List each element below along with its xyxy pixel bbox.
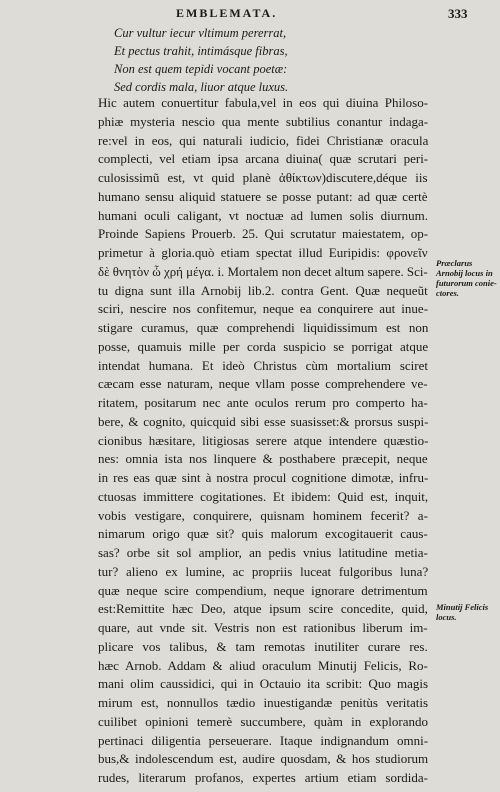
- page-header: [0, 6, 500, 22]
- body-line: rudes, literarum profanos, expertes artium etiam sordida-: [98, 770, 429, 785]
- body-line: tur? alieno ex lumine, ac propriis luceat fulgoribus luna?: [98, 563, 429, 579]
- body-line: primetur à gloria.quò etiam spectat illud Euripidis: φρονεῖν: [98, 245, 428, 260]
- body-line: hæc Arnob. Addam & aliud oraculum Minutij Felicis, Ro-: [98, 657, 428, 673]
- body-line: in res eas quæ sint à nostra procul cognitione dimotæ, infru-: [98, 470, 429, 485]
- body-line: δὲ θνητὸν ὦ χρή μέγα. i. Mortalem non decet altum sapere. Sci-: [98, 263, 428, 279]
- body-line: phiæ mysteria nescio qua mente subtilius conantur indaga-: [98, 113, 429, 129]
- body-text: [98, 94, 428, 788]
- body-line: nes: omnia ista nos linquere & posthabere præcepit, neque: [98, 451, 428, 467]
- verse-line: Et pectus trahit, intimásque fibras,: [114, 44, 288, 58]
- body-line: complecti, vel etiam ipsa arcana diuina( quæ scrutari peri-: [98, 151, 429, 167]
- body-line: mani olim caussidici, qui in Octauio ita scribit: Quo magis: [98, 676, 429, 692]
- body-line: cionibus hæsitare, litigiosas serere atque intendere quæstio-: [98, 432, 429, 448]
- body-line: cæcam esse naturam, neque vllam posse comprehendere ve-: [98, 376, 428, 392]
- body-line: bus,& indolescendum est, audire quosdam, & hos studiorum: [98, 751, 429, 767]
- margin-note-arnobius: Præclarus Arnobij locus in futurorum conie-ctores.: [436, 258, 497, 298]
- running-head: EMBLEMATA.: [176, 6, 278, 20]
- page-number: 333: [448, 6, 468, 21]
- body-line: stigare curamus, quæ comprehendi liquidissimum est non: [98, 320, 429, 335]
- body-line: sas? orbe sit sol amplior, an pedis vnius latitudine metia-: [98, 545, 428, 560]
- body-line: nimarum origo quæ sit? quis malorum excogitauerit caus-: [98, 526, 428, 542]
- margin-note-minucius: Minutij Felicis locus.: [436, 602, 489, 622]
- body-line: culosissimũ est, vt quid planè ἀθίκτων)discutere,déque iis: [98, 170, 428, 185]
- body-line: quæ neque scire compendium, neque ignorare detrimentum: [98, 582, 428, 598]
- verse-line: Non est quem tepidi vocant poetæ:: [114, 62, 288, 76]
- body-line: humani oculi caligant, vt noctuæ ad lumen solis diurnum.: [98, 207, 428, 223]
- body-line: vobis vestigare, conquirere, quisnam hominem fecerit? a-: [98, 507, 428, 523]
- verse-line: Sed cordis mala, liuor atque luxus.: [114, 80, 289, 94]
- body-line: plicare vos talibus, & tam remotas inutiliter curare res.: [98, 638, 428, 654]
- body-line: ctuosas immittere cogitationes. Et ibidem: Quid est, inquit,: [98, 488, 429, 504]
- body-line: cuilibet opinioni temerè succumbere, quàm in explorando: [98, 713, 428, 729]
- body-line: ritatem, positarum nec ante oculos rerum pro comperto ha-: [98, 395, 428, 410]
- body-line: pertinaci diligentia perseuerare. Itaque indignandum omni-: [98, 732, 429, 748]
- body-line: bere, & cognito, quicquid sibi esse suasisset:& prorsus suspi-: [98, 413, 429, 429]
- body-line: tu digna sunt illa Arnobij lib.2. contra Gent. Quæ nequeũt: [98, 282, 428, 298]
- body-line: posse, quamuis mille per corda suspicio se porrigat atque: [98, 338, 429, 354]
- body-line: humano sensu aliquid statuere se posse putant: ad quæ certè: [98, 188, 428, 204]
- body-line: re:vel in eos, qui naturali iudicio, fidei Christianæ oracula: [98, 132, 429, 148]
- body-line: sciri, nescire nos confitemur, neque ea conquirere aut inue-: [98, 301, 429, 317]
- body-line: Hic autem conuertitur fabula,vel in eos qui diuina Philoso-: [98, 95, 429, 110]
- verse-line: Cur vultur iecur vltimum pererrat,: [114, 26, 287, 40]
- body-line: quare, aut vnde sit. Vestris non est rationibus liberum im-: [98, 620, 428, 635]
- body-line: est:Remittite hæc Deo, atque ipsum scire concedite, quid,: [98, 601, 428, 617]
- body-line: Proinde Sapiens Prouerb. 25. Qui scrutatur maiestatem, op-: [98, 226, 429, 242]
- verse-block: [114, 24, 414, 96]
- body-line: intendat humana. Et ideò Christus cùm mortalium sciret: [98, 357, 428, 373]
- body-line: mirum est, nonnullos tædio inuestigandæ penitùs veritatis: [98, 695, 429, 710]
